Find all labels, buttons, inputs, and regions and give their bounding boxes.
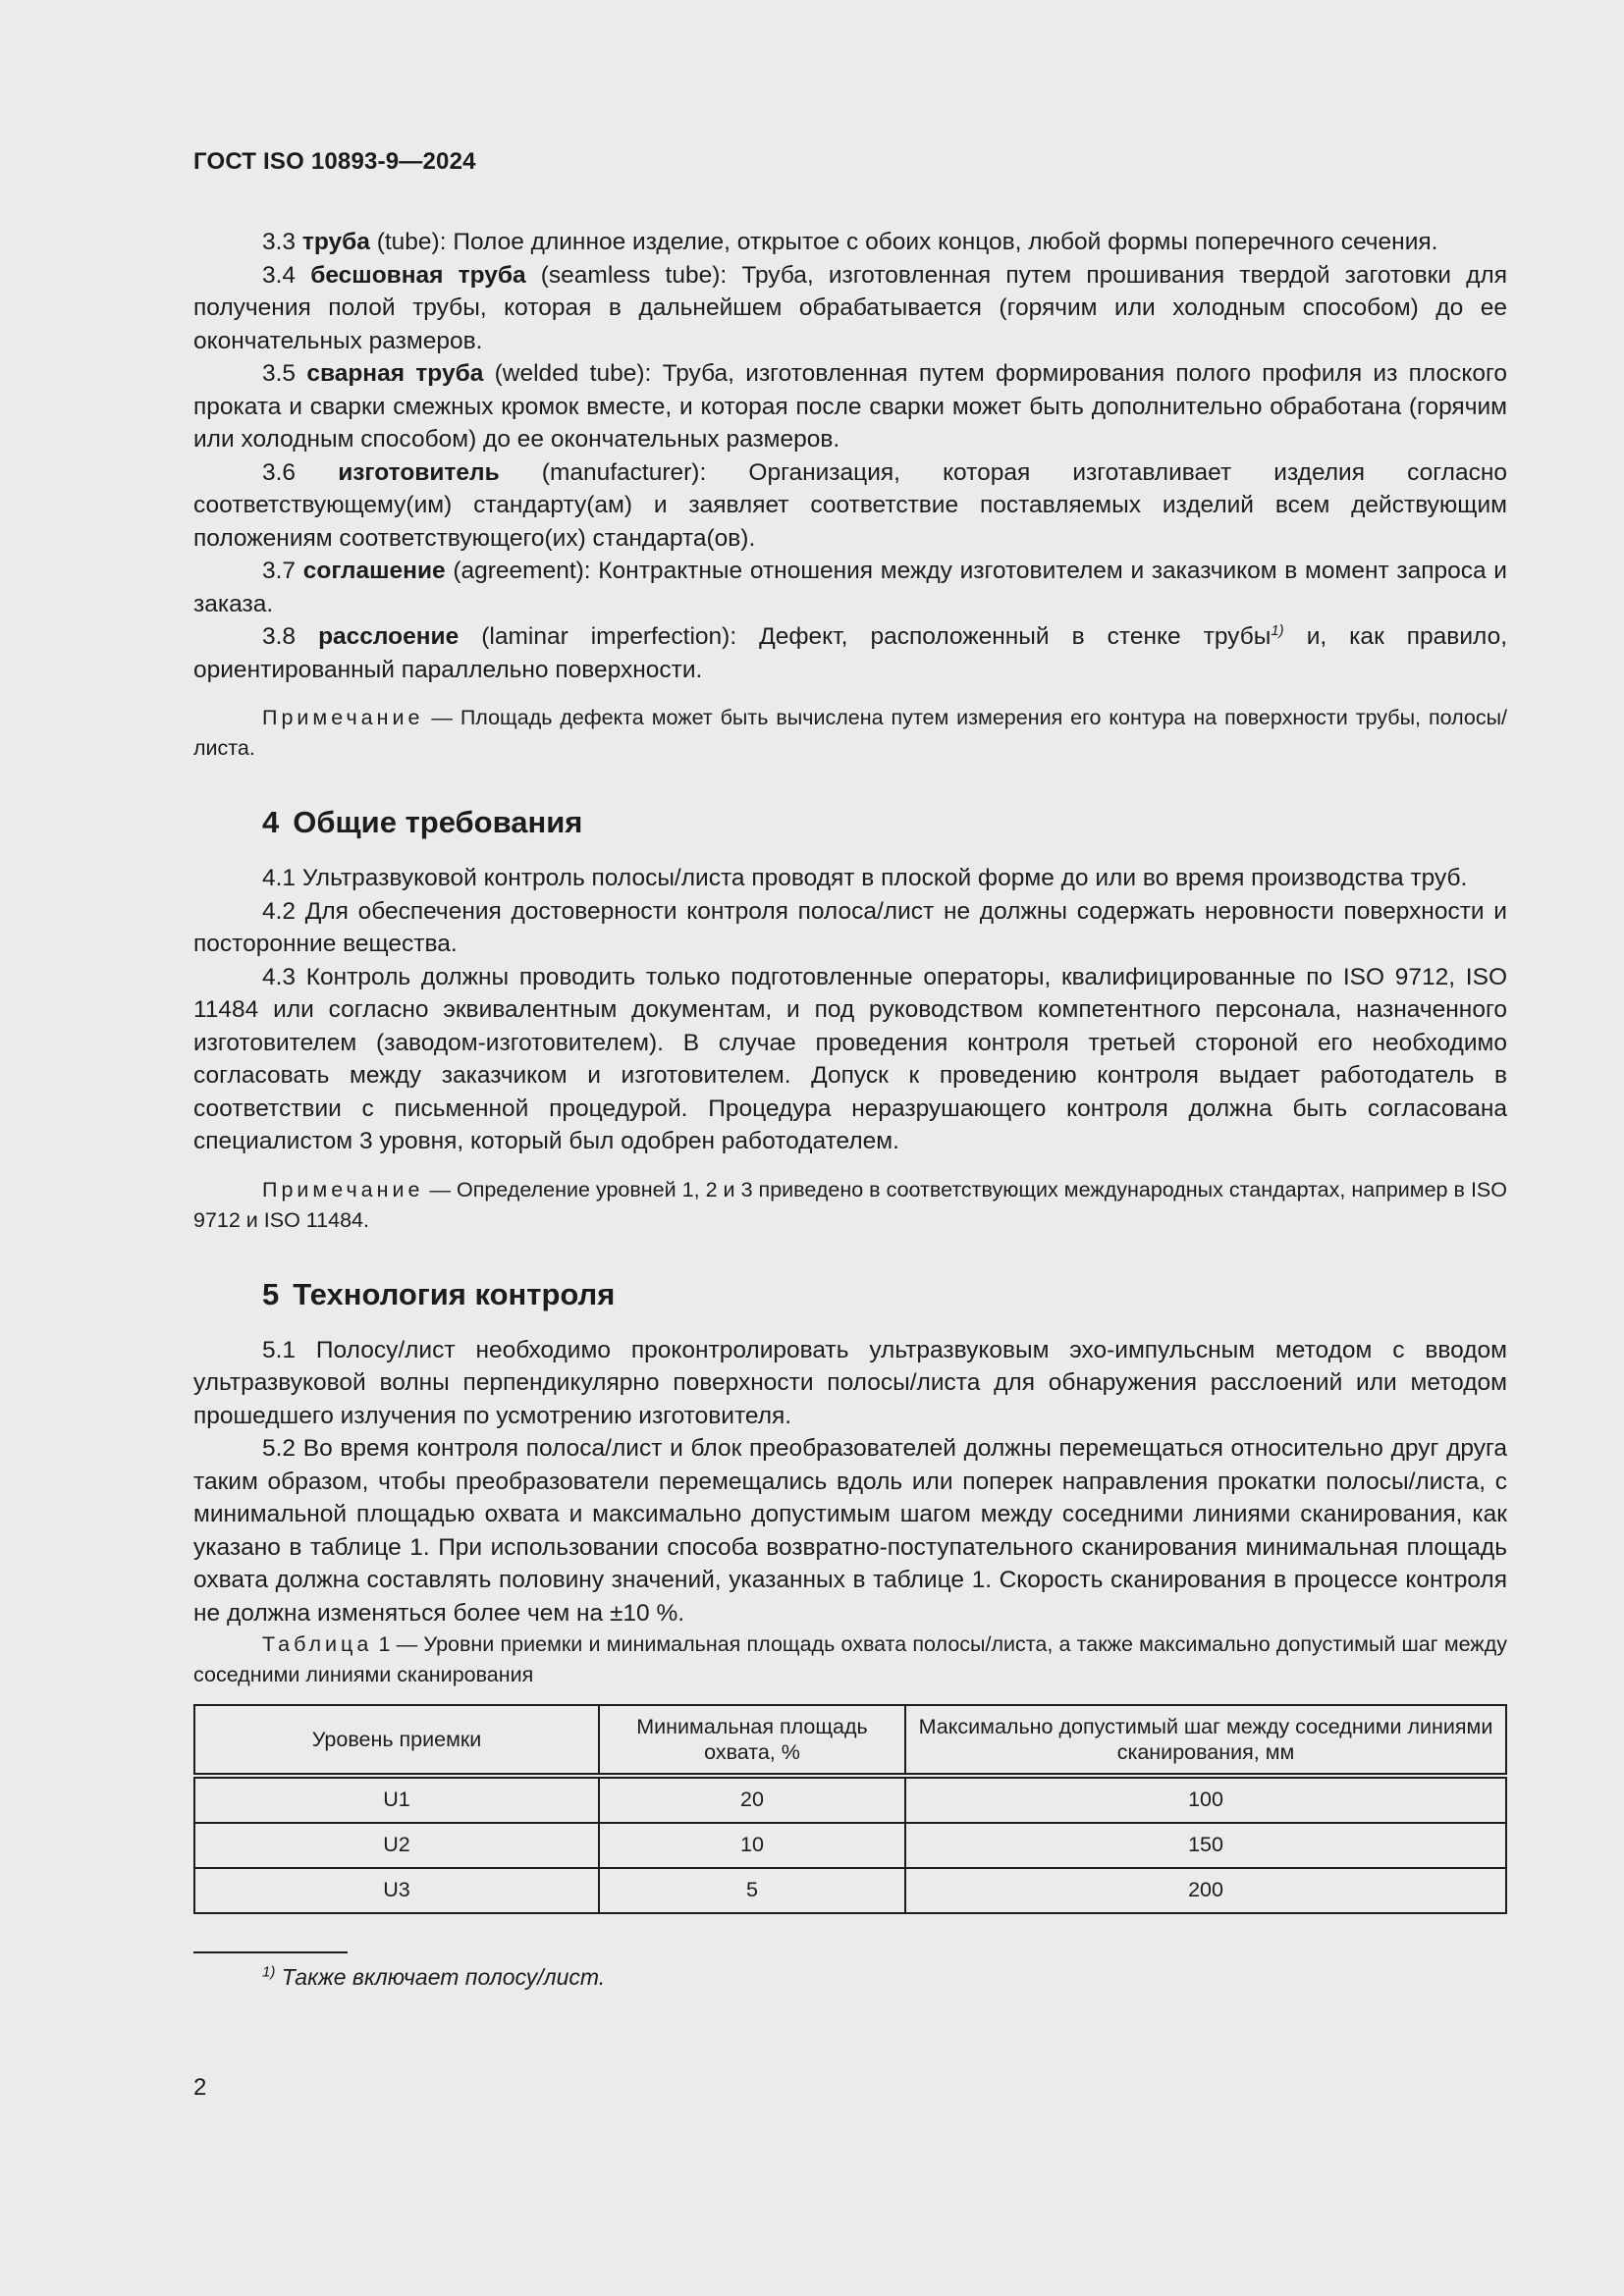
- table-row: [194, 1823, 1506, 1868]
- term-3-5: 3.5 сварная труба (welded tube): Труба, изготовленная путем формирования полого профиля из плоского проката и сварки смежных кромок вместе, и которая после сварки может быть дополнительно обработана (горячим или холодным способом) до ее окончательных размеров.: [193, 360, 1507, 453]
- para-4-1: 4.1 Ультразвуковой контроль полосы/листа проводят в плоской форме до или во время производства труб.: [262, 865, 1468, 891]
- table-cell: U1: [194, 1776, 599, 1823]
- table-cell: U3: [194, 1868, 599, 1913]
- table-cell: 20: [599, 1776, 905, 1823]
- para-5-2: 5.2 Во время контроля полоса/лист и блок преобразователей должны перемещаться относительно друг друга таким образом, чтобы преобразователи перемещались вдоль или поперек направления прокатки полосы/листа, с минимальной площадью охвата и максимально допустимым шагом между соседними линиями сканирования, как указано в таблице 1. При использовании способа возвратно-поступательного сканирования минимальная площадь охвата должна составлять половину значений, указанных в таблице 1. Скорость сканирования в процессе контроля не должна изменяться более чем на ±10 %.: [193, 1435, 1507, 1627]
- table-cell: 10: [599, 1823, 905, 1868]
- table-header-row: [194, 1705, 1506, 1776]
- note-levels: Примечание — Определение уровней 1, 2 и 3 приведено в соответствующих международных стандартах, например в ISO 9712 и ISO 11484.: [193, 1177, 1507, 1232]
- section-4-heading: 4 Общие требования: [262, 805, 583, 839]
- col-header-coverage: Минимальная площадь охвата, %: [599, 1705, 905, 1776]
- table-cell: U2: [194, 1823, 599, 1868]
- col-header-level: Уровень приемки: [194, 1705, 599, 1776]
- para-5-1: 5.1 Полосу/лист необходимо проконтролировать ультразвуковым эхо-импульсным методом с вводом ультразвуковой волны перпендикулярно поверхности полосы/листа для обнаружения расслоений или методом прошедшего излучения по усмотрению изготовителя.: [193, 1336, 1507, 1429]
- term-3-7: 3.7 соглашение (agreement): Контрактные отношения между изготовителем и заказчиком в момент запроса и заказа.: [193, 558, 1507, 617]
- acceptance-levels-table: [193, 1704, 1507, 1914]
- note-defect-area: Примечание — Площадь дефекта может быть вычислена путем измерения его контура на поверхности трубы, полосы/листа.: [193, 706, 1507, 760]
- table-row: [194, 1776, 1506, 1823]
- footnote: $^{1)}$ Также включает полосу/лист.: [262, 1963, 606, 1990]
- term-3-4: 3.4 бесшовная труба (seamless tube): Труба, изготовленная путем прошивания твердой заготовки для получения полой трубы, которая в дальнейшем обрабатывается (горячим или холодным способом) до ее окончательных размеров.: [193, 261, 1507, 354]
- term-3-8: 3.8 расслоение (laminar imperfection): Дефект, расположенный в стенке трубы$^{1)}$ и, как правило, ориентированный параллельно поверхности.: [193, 621, 1508, 683]
- term-3-6: 3.6 изготовитель (manufacturer): Организация, которая изготавливает изделия согласно соответствующему(им) стандарту(ам) и заявляет соответствие поставляемых изделий всем действующим положениям соответствующего(их) стандарта(ов).: [193, 458, 1507, 552]
- term-3-3: 3.3 труба (tube): Полое длинное изделие, открытое с обоих концов, любой формы поперечного сечения.: [262, 229, 1438, 255]
- footnote-divider: [193, 1951, 348, 1953]
- table-caption: Таблица 1 — Уровни приемки и минимальная площадь охвата полосы/листа, а также максимально допустимый шаг между соседними линиями сканирования: [193, 1632, 1507, 1686]
- table-cell: 150: [905, 1823, 1506, 1868]
- standard-header: ГОСТ ISO 10893-9—2024: [193, 148, 476, 175]
- footnote-ref: 1): [1271, 621, 1284, 639]
- table-row: [194, 1868, 1506, 1913]
- col-header-max-step: Максимально допустимый шаг между соседними линиями сканирования, мм: [905, 1705, 1506, 1776]
- table-cell: 5: [599, 1868, 905, 1913]
- page-number: 2: [193, 2074, 207, 2101]
- section-5-heading: 5 Технология контроля: [262, 1276, 616, 1311]
- table-cell: 100: [905, 1776, 1506, 1823]
- table-cell: 200: [905, 1868, 1506, 1913]
- para-4-2: 4.2 Для обеспечения достоверности контроля полоса/лист не должны содержать неровности поверхности и посторонние вещества.: [193, 897, 1507, 957]
- document-body: [193, 226, 1507, 1995]
- para-4-3: 4.3 Контроль должны проводить только подготовленные операторы, квалифицированные по ISO 9712, ISO 11484 или согласно эквивалентным документам, и под руководством компетентного персонала, назначенного изготовителем (заводом-изготовителем). В случае проведения контроля третьей стороной его необходимо согласовать между заказчиком и изготовителем. Допуск к проведению контроля выдает работодатель в соответствии с письменной процедурой. Процедура неразрушающего контроля должна быть согласована специалистом 3 уровня, который был одобрен работодателем.: [193, 963, 1507, 1154]
